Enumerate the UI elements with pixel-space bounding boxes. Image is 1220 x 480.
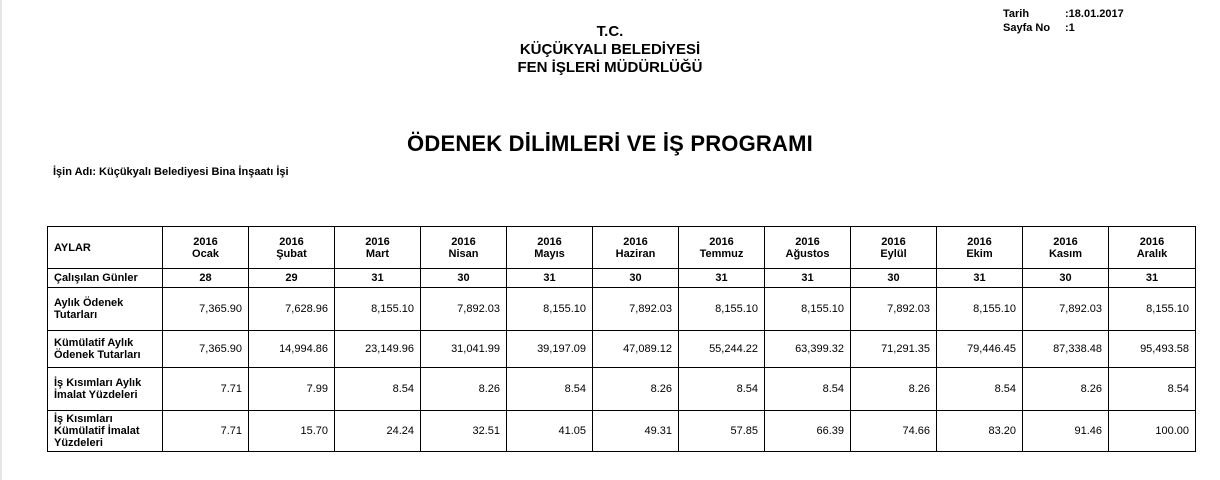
month-label: Şubat (276, 247, 307, 260)
row-label-monthly: Aylık Ödenek Tutarları (48, 288, 163, 331)
date-value: :18.01.2017 (1065, 8, 1124, 20)
table-cell: 100.00 (1109, 411, 1196, 452)
month-header (163, 227, 249, 269)
header-line-2: KÜÇÜKYALI BELEDİYESİ (519, 41, 701, 58)
work-name: İşin Adı: Küçükyalı Belediyesi Bina İnşaatı İşi (53, 166, 289, 178)
year-label: 2016 (537, 235, 562, 248)
year-label: 2016 (279, 235, 304, 248)
table-cell: 7.71 (163, 411, 249, 452)
table-cell: 24.24 (335, 411, 421, 452)
schedule-table (47, 226, 1196, 452)
row-label-monthly-pct: İş Kısımları Aylık İmalat Yüzdeleri (48, 368, 163, 411)
table-cell: 49.31 (593, 411, 679, 452)
year-label: 2016 (881, 235, 906, 248)
table-cell: 55,244.22 (679, 331, 765, 368)
table-cell: 14,994.86 (249, 331, 335, 368)
table-cell: 8,155.10 (765, 288, 851, 331)
table-cell: 8.26 (593, 368, 679, 411)
month-header (1023, 227, 1109, 269)
year-label: 2016 (967, 235, 992, 248)
table-cell: 30 (851, 269, 937, 288)
month-header (937, 227, 1023, 269)
month-label: Eylül (880, 247, 907, 260)
table-cell: 7,892.03 (421, 288, 507, 331)
table-cell: 8.54 (937, 368, 1023, 411)
table-cell: 39,197.09 (507, 331, 593, 368)
table-cell: 8.54 (1109, 368, 1196, 411)
table-cell: 41.05 (507, 411, 593, 452)
row-label-days: Çalışılan Günler (48, 269, 163, 288)
month-header (765, 227, 851, 269)
table-cell: 15.70 (249, 411, 335, 452)
month-header (249, 227, 335, 269)
month-label: Ekim (966, 247, 993, 260)
table-header-row (48, 227, 1196, 269)
table-cell: 7.99 (249, 368, 335, 411)
table-cell: 91.46 (1023, 411, 1109, 452)
month-label: Ağustos (785, 247, 830, 260)
table-cell: 28 (163, 269, 249, 288)
table-cell: 66.39 (765, 411, 851, 452)
table-row (48, 269, 1196, 288)
month-label: Haziran (615, 247, 656, 260)
month-header (1109, 227, 1196, 269)
table-row (48, 411, 1196, 452)
row-label-months: AYLAR (48, 227, 163, 269)
table-row (48, 288, 1196, 331)
year-label: 2016 (795, 235, 820, 248)
table-cell: 31 (335, 269, 421, 288)
month-header (421, 227, 507, 269)
table-cell: 71,291.35 (851, 331, 937, 368)
year-label: 2016 (623, 235, 648, 248)
table-cell: 31,041.99 (421, 331, 507, 368)
date-label: Tarih (1003, 8, 1030, 20)
year-label: 2016 (451, 235, 476, 248)
page-value: :1 (1065, 22, 1075, 34)
header-line-1: T.C. (596, 23, 624, 40)
table-cell: 29 (249, 269, 335, 288)
year-label: 2016 (193, 235, 218, 248)
table-cell: 7,365.90 (163, 288, 249, 331)
letterhead (0, 23, 1220, 77)
month-label: Mayıs (534, 247, 565, 260)
table-cell: 95,493.58 (1109, 331, 1196, 368)
document-title: ÖDENEK DİLİMLERİ VE İŞ PROGRAMI (407, 131, 813, 156)
table-cell: 8,155.10 (679, 288, 765, 331)
table-cell: 8.26 (851, 368, 937, 411)
table-cell: 8.26 (1023, 368, 1109, 411)
table-cell: 31 (1109, 269, 1196, 288)
table-cell: 7,892.03 (1023, 288, 1109, 331)
month-header (507, 227, 593, 269)
table-cell: 30 (421, 269, 507, 288)
table-row (48, 331, 1196, 368)
table-cell: 8.54 (507, 368, 593, 411)
row-label-cumulative-pct: İş Kısımları Kümülatif İmalat Yüzdeleri (48, 411, 163, 452)
table-cell: 8.26 (421, 368, 507, 411)
year-label: 2016 (1139, 235, 1165, 248)
table-cell: 8,155.10 (507, 288, 593, 331)
month-header (593, 227, 679, 269)
table-cell: 31 (765, 269, 851, 288)
table-cell: 31 (679, 269, 765, 288)
month-label: Nisan (448, 247, 479, 260)
month-label: Ocak (192, 247, 219, 260)
table-cell: 32.51 (421, 411, 507, 452)
month-header (335, 227, 421, 269)
table-cell: 8.54 (679, 368, 765, 411)
table-cell: 23,149.96 (335, 331, 421, 368)
table-cell: 7,365.90 (163, 331, 249, 368)
table-cell: 31 (937, 269, 1023, 288)
month-label: Mart (365, 247, 390, 260)
table-cell: 63,399.32 (765, 331, 851, 368)
header-line-3: FEN İŞLERİ MÜDÜRLÜĞÜ (517, 59, 703, 76)
table-cell: 47,089.12 (593, 331, 679, 368)
month-label: Temmuz (699, 247, 744, 260)
month-header (851, 227, 937, 269)
page-label: Sayfa No (1003, 22, 1051, 34)
table-cell: 87,338.48 (1023, 331, 1109, 368)
table-cell: 74.66 (851, 411, 937, 452)
table-cell: 8,155.10 (335, 288, 421, 331)
table-cell: 8.54 (335, 368, 421, 411)
table-cell: 30 (1023, 269, 1109, 288)
table-cell: 57.85 (679, 411, 765, 452)
table-cell: 79,446.45 (937, 331, 1023, 368)
table-row (48, 368, 1196, 411)
table-cell: 7.71 (163, 368, 249, 411)
table-cell: 31 (507, 269, 593, 288)
table-cell: 83.20 (937, 411, 1023, 452)
year-label: 2016 (709, 235, 734, 248)
month-label: Kasım (1048, 247, 1083, 260)
table-cell: 7,892.03 (851, 288, 937, 331)
table-cell: 8,155.10 (1109, 288, 1196, 331)
month-header (679, 227, 765, 269)
table-cell: 7,628.96 (249, 288, 335, 331)
table-cell: 8.54 (765, 368, 851, 411)
row-label-cumulative: Kümülatif Aylık Ödenek Tutarları (48, 331, 163, 368)
table-cell: 7,892.03 (593, 288, 679, 331)
table-cell: 30 (593, 269, 679, 288)
year-label: 2016 (1053, 235, 1078, 248)
month-label: Aralık (1136, 247, 1168, 260)
year-label: 2016 (365, 235, 390, 248)
table-cell: 8,155.10 (937, 288, 1023, 331)
